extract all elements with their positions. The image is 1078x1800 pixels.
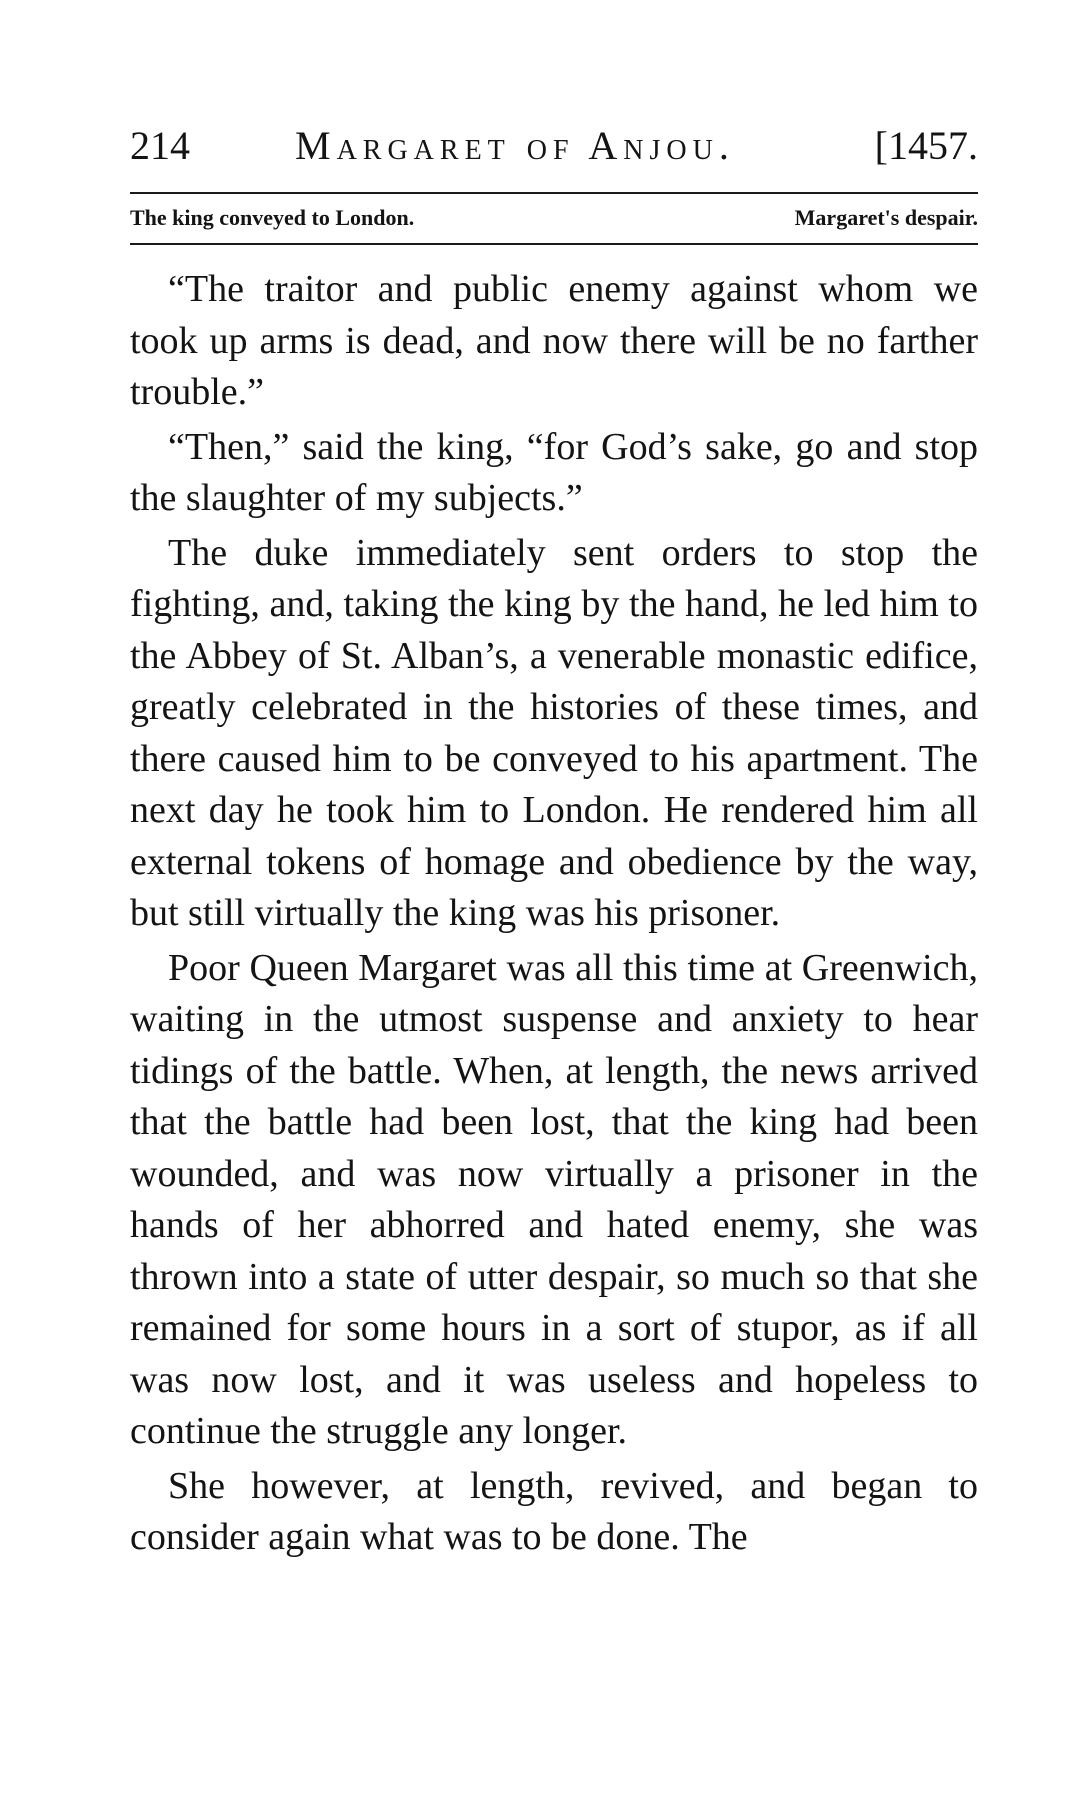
paragraph: “The traitor and public enemy against whom we took up arms is dead, and now there will be no farther trouble.” bbox=[130, 268, 978, 413]
subhead-left: The king conveyed to London. bbox=[130, 205, 415, 230]
paragraph: She however, at length, revived, and began to consider again what was to be done. The bbox=[130, 1464, 978, 1558]
book-title: Margaret of Anjou. bbox=[295, 123, 735, 168]
subhead-right: Margaret's despair. bbox=[794, 205, 978, 230]
paragraph: Poor Queen Margaret was all this time at Greenwich, waiting in the utmost suspense and anxiety to hear tidings of the battle. When, at length, the news arrived that the battle had been lost, that the king had been wounded, and was now virtually a prisoner in the hands of her abhorred and hated enemy, she was thrown into a state of utter despair, so much so that she remained for some hours in a sort of stupor, as if all was now lost, and it was useless and hopeless to continue the struggle any longer. bbox=[130, 946, 978, 1452]
paragraph: “Then,” said the king, “for God’s sake, go and stop the slaughter of my subjects.” bbox=[130, 425, 978, 519]
running-head bbox=[130, 118, 978, 174]
header-rule-bottom bbox=[130, 243, 978, 245]
marginal-subheads bbox=[130, 198, 978, 238]
body-text bbox=[130, 264, 978, 1567]
page-number: 214 bbox=[130, 123, 190, 168]
header-rule-top bbox=[130, 192, 978, 194]
year-marker: [1457. bbox=[874, 123, 978, 168]
paragraph: The duke immediately sent orders to stop the fighting, and, taking the king by the hand, he led him to the Abbey of St. Alban’s, a venerable monastic edifice, greatly celebrated in the histories of these times, and there caused him to be conveyed to his apartment. The next day he took him to London. He rendered him all external tokens of homage and obedience by the way, but still virtually the king was his prisoner. bbox=[130, 531, 978, 934]
